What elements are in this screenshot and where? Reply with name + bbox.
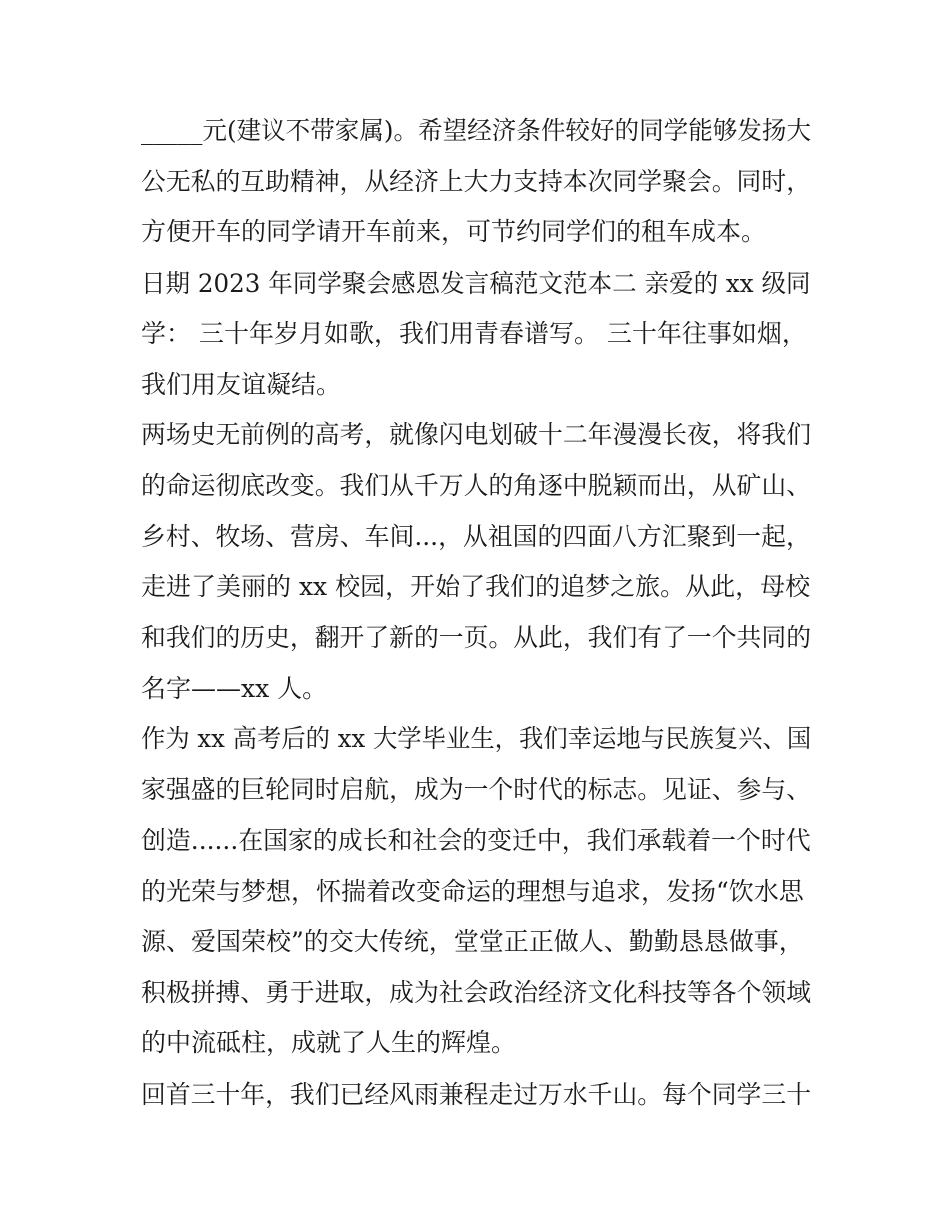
text-line-13: 作为 xx 高考后的 xx 大学毕业生，我们幸运地与民族复兴、国 xyxy=(141,724,812,753)
text-line-10: 走进了美丽的 xx 校园，开始了我们的追梦之旅。从此，母校 xyxy=(141,572,811,601)
text-line-8: 的命运彻底改变。我们从千万人的角逐中脱颖而出，从矿山、 xyxy=(141,471,812,500)
text-line-17: 源、爱国荣校”的交大传统，堂堂正正做人、勤勤恳恳做事， xyxy=(141,927,804,956)
text-line-3: 方便开车的同学请开车前来，可节约同学们的租车成本。 xyxy=(141,217,767,246)
text-line-12: 名字——xx 人。 xyxy=(141,674,328,703)
text-line-14: 家强盛的巨轮同时启航，成为一个时代的标志。见证、参与、 xyxy=(141,775,812,804)
text-line-5: 学： 三十年岁月如歌，我们用青春谱写。 三十年往事如烟， xyxy=(141,319,807,348)
text-line-7: 两场史无前例的高考，就像闪电划破十二年漫漫长夜，将我们 xyxy=(141,420,812,449)
text-line-2: 公无私的互助精神，从经济上大力支持本次同学聚会。同时， xyxy=(141,167,812,196)
text-line-15: 创造......在国家的成长和社会的变迁中，我们承载着一个时代 xyxy=(141,826,811,855)
text-line-20: 回首三十年，我们已经风雨兼程走过万水千山。每个同学三十 xyxy=(141,1080,812,1109)
text-line-19: 的中流砥柱，成就了人生的辉煌。 xyxy=(141,1028,517,1057)
text-line-1: _____元(建议不带家属)。希望经济条件较好的同学能够发扬大 xyxy=(141,116,812,145)
text-line-6: 我们用友谊凝结。 xyxy=(141,370,342,399)
text-line-11: 和我们的历史，翻开了新的一页。从此，我们有了一个共同的 xyxy=(141,623,812,652)
text-line-9: 乡村、牧场、营房、车间...，从祖国的四面八方汇聚到一起， xyxy=(141,522,811,551)
text-line-4: 日期 2023 年同学聚会感恩发言稿范文范本二 亲爱的 xx 级同 xyxy=(141,269,811,298)
text-line-18: 积极拼搏、勇于进取，成为社会政治经济文化科技等各个领域 xyxy=(141,978,812,1007)
text-line-16: 的光荣与梦想，怀揣着改变命运的理想与追求，发扬“饮水思 xyxy=(141,877,804,906)
